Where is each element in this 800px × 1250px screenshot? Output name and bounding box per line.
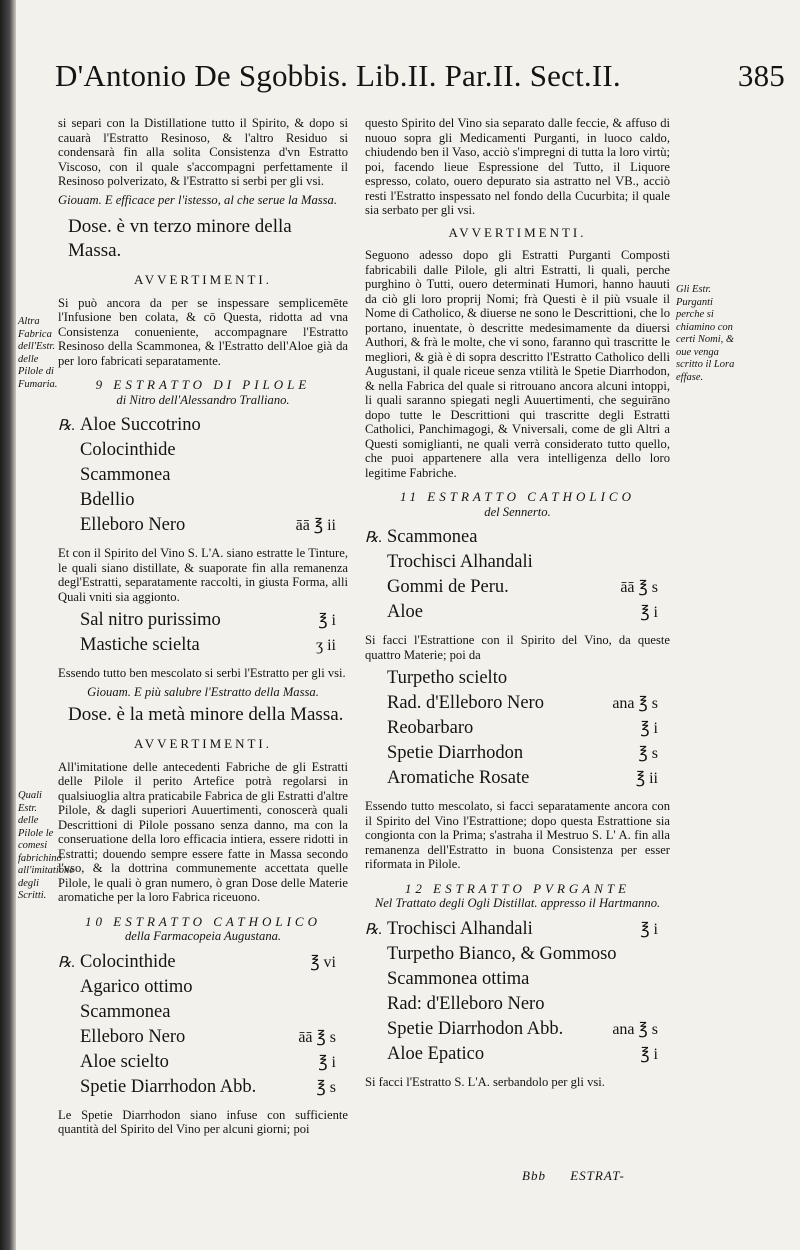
- ingredient-name: Elleboro Nero: [80, 1026, 186, 1047]
- ingredient-list: [58, 413, 348, 538]
- ingredient-item: [365, 992, 670, 1017]
- ingredient-name: Scammonea: [80, 1001, 171, 1022]
- ingredient-name: Spetie Diarrhodon Abb.: [80, 1076, 257, 1097]
- page-number: 385: [737, 58, 785, 93]
- paragraph: Giouam. E più salubre l'Estratto della Massa.: [87, 684, 319, 699]
- ingredient-list: [58, 608, 348, 658]
- right-column: [365, 116, 670, 1093]
- section-heading: AVVERTIMENTI.: [134, 736, 272, 751]
- catchword: ESTRAT-: [570, 1168, 625, 1183]
- ingredient-name: Elleboro Nero: [80, 515, 186, 535]
- ingredient-list: [58, 950, 348, 1100]
- left-column: [58, 116, 348, 1141]
- ingredient-item: [365, 741, 670, 766]
- ingredient-item: [365, 575, 670, 600]
- ingredient-quantity: āā ℥ s: [298, 1028, 336, 1046]
- ingredient-item: [58, 1025, 348, 1050]
- ingredient-item: [58, 438, 348, 463]
- ingredient-item: [365, 917, 670, 942]
- ingredient-item: [58, 1050, 348, 1075]
- ingredient-name: Agarico ottimo: [80, 976, 193, 997]
- ingredient-quantity: ℥ s: [638, 745, 658, 762]
- ingredient-item: [58, 608, 348, 633]
- ingredient-item: [58, 488, 348, 513]
- ingredient-item: [58, 975, 348, 1000]
- ingredient-item: [365, 691, 670, 716]
- ingredient-quantity: ℥ s: [316, 1078, 336, 1096]
- ingredient-name: Colocinthide: [80, 951, 176, 972]
- ingredient-name: Sal nitro purissimo: [80, 610, 221, 630]
- recipe-subheading: di Nitro dell'Alessandro Tralliano.: [116, 392, 290, 407]
- recipe-subheading: della Farmacopeia Augustana.: [124, 929, 282, 943]
- ingredient-name: Bdellio: [80, 490, 135, 510]
- ingredient-quantity: ℥ i: [640, 920, 658, 938]
- ingredient-name: Rad: d'Elleboro Nero: [387, 993, 545, 1014]
- ingredient-item: [365, 1017, 670, 1042]
- paragraph: Si può ancora da per se inspessare semplicemēte l'Infusione ben colata, & cō Questa, ridotta ad vna Consistenza conueniente, accompagnare l'Estratto Resinoso della Scammonea, & l'Estratto dell'Aloe già da per loro fabricati separatamente.: [58, 295, 348, 368]
- ingredient-name: Reobarbaro: [387, 718, 474, 738]
- ingredient-item: [58, 1000, 348, 1025]
- ingredient-name: Scammonea: [387, 527, 478, 547]
- ingredient-name: Scammonea: [80, 465, 171, 485]
- recipe-heading: 10 ESTRATTO CATHOLICO: [85, 913, 321, 929]
- ingredient-name: Aromatiche Rosate: [387, 768, 530, 788]
- ingredient-quantity: ℥ i: [318, 612, 336, 629]
- ingredient-name: Turpetho Bianco, & Gommoso: [387, 943, 617, 964]
- ingredient-name: Gommi de Peru.: [387, 577, 509, 597]
- ingredient-item: [58, 633, 348, 658]
- running-header: [55, 58, 785, 106]
- recipe-heading: 11 ESTRATTO CATHOLICO: [400, 489, 635, 504]
- ingredient-item: [365, 550, 670, 575]
- ingredient-name: Colocinthide: [80, 440, 176, 460]
- ingredient-name: Spetie Diarrhodon Abb.: [387, 1018, 564, 1039]
- paragraph: Essendo tutto ben mescolato si serbi l'Estratto per gli vsi.: [58, 666, 346, 680]
- ingredient-item: [58, 1075, 348, 1100]
- ingredient-name: Aloe scielto: [80, 1051, 169, 1072]
- recipe-symbol: ℞.: [58, 418, 76, 434]
- ingredient-item: [58, 413, 348, 438]
- ingredient-quantity: ℥ i: [640, 720, 658, 737]
- recipe-subheading: Nel Trattato degli Ogli Distillat. appresso il Hartmanno.: [374, 896, 661, 910]
- paragraph: Essendo tutto mescolato, si facci separatamente ancora con il Spirito del Vino l'Estrattione; dopo questa Estrattione sia congionta con la Prima; s'astraha il Mestruo S. L' A. fin alla remanenza dell'Estratto in buona Consistenza per esser riformata in Pilole.: [365, 799, 670, 871]
- ingredient-quantity: ℥ i: [640, 604, 658, 621]
- recipe-heading: 12 ESTRATTO PVRGANTE: [404, 880, 631, 896]
- paragraph: Et con il Spirito del Vino S. L'A. siano estratte le Tinture, le quali siano distillate, & suaporate fin alla remanenza degl'Estratti, separatamente raccolti, in giusta Forma, alli Quali vniti sia aggionto.: [58, 546, 348, 604]
- paragraph: Giouam. E efficace per l'istesso, al che serue la Massa.: [58, 192, 338, 207]
- paragraph: si separi con la Distillatione tutto il Spirito, & dopo si cauarà l'Estratto Resinoso, & l'altro Residuo si condensarà fin alla solita Consistenza d'vn Estratto Viscoso, con il quale s'accompagni perfettamente il Resinoso polverizato, & l'Estratto si serbi per gli vsi.: [58, 116, 348, 188]
- book-binding-shadow: [0, 0, 16, 1250]
- ingredient-item: [365, 942, 670, 967]
- ingredient-name: Aloe Succotrino: [80, 415, 201, 435]
- ingredient-quantity: ana ℥ s: [612, 1020, 658, 1038]
- ingredient-quantity: āā ℥ ii: [295, 517, 336, 534]
- paragraph: All'imitatione delle antecedenti Fabriche de gli Estratti delle Pilole il perito Artefice potrà regolarsi in qualsiuoglia altra praticabile Fabrica de gli Estratti d'altre Pilole, & dagli superiori Auuertimenti, conoscerà quali Descrittioni di Pilole possano senza danno, ma con la conseruatione della loro efficacia intiera, essere ridotti in Estratti; douendo sempre essere fatte in Massa secondo l'vso, & la dottrina communemente accettata quelle Pilole, le quali ò gran numero, ò gran Dose delle Materie aromatiche per la loro Fabrica riceuono.: [58, 759, 348, 904]
- ingredient-item: [365, 525, 670, 550]
- ingredient-name: Trochisci Alhandali: [387, 918, 533, 939]
- ingredient-list: [365, 666, 670, 791]
- paragraph: Seguono adesso dopo gli Estratti Purganti Composti fabricabili dalle Pilole, gli altri Estratti, li quali, perche purghino ò Tutti, ouero determinati Humori, hanno hauuti da ciò gli loro proprij Nomi; frà Questi è il più vsuale il Nome di Catholico, & diuerse ne sono le Descrittioni, che lo portano, inuentate, ò descritte medesimamente da diuersi Authori, & frà le molte, che vi sono, faranno quì trascritte le megliori, & già è di sopra descritto l'Estratto Catholico delli Augustani, il quale riceue senza vtilità le Spetie Diarrhodon, & nella Fabrica del quale si ritrouano ancora alcuni intoppi, li quali saranno spiegati negli Auuertimenti, che seguirāno dopo tutte le Descrittioni qui trascritte degli Estratti Catholici, Panchimagogi, & Vniversali, come de gli Altri a Questi somiglianti, ne quali verrà considerato tutto quello, che puoi appartenere alla vera intelligenza dello loro legitime Fabriche.: [365, 248, 670, 480]
- dose-line: Dose. è la metà minore della Massa.: [68, 704, 344, 725]
- paragraph: questo Spirito del Vino sia separato dalle feccie, & affuso di nuouo sopra gli Medicamenti Purganti, in luoco caldo, chiudendo ben il Vaso, acciò s'impregni di tutta la loro virtù; poi, facendo lieue Espressione del Tutto, il Liquore espresso, colato, ouero depurato sia astratto nel VB., acciò resti l'Estratto inspessato nel fondo della Cucurbita; il quale sia serbato per gli vsi.: [365, 116, 670, 217]
- ingredient-name: Aloe: [387, 602, 423, 622]
- ingredient-quantity: ana ℥ s: [612, 695, 658, 712]
- recipe-subheading: del Sennerto.: [484, 504, 551, 519]
- ingredient-name: Spetie Diarrhodon: [387, 743, 524, 763]
- margin-note: Gli Estr. Purganti perche si chiamino con certi Nomi, & oue venga scritto il Lora effase.: [676, 284, 735, 383]
- paragraph: Le Spetie Diarrhodon siano infuse con sufficiente quantità del Spirito del Vino per alcuni giorni; poi: [58, 1107, 348, 1136]
- ingredient-quantity: ℥ i: [640, 1045, 658, 1063]
- recipe-symbol: ℞.: [365, 921, 383, 938]
- ingredient-name: Turpetho scielto: [387, 668, 508, 688]
- margin-note: Quali Estr. delle Pilole le comesi fabrichino all'imitatione degli Scritti.: [18, 790, 74, 901]
- section-heading: AVVERTIMENTI.: [134, 272, 272, 287]
- ingredient-quantity: ℥ vi: [310, 953, 336, 971]
- page-footer: [522, 1168, 645, 1184]
- section-heading: AVVERTIMENTI.: [448, 224, 587, 240]
- ingredient-name: Scammonea ottima: [387, 968, 530, 989]
- ingredient-name: Trochisci Alhandali: [387, 552, 533, 572]
- ingredient-quantity: ℥ i: [318, 1053, 336, 1071]
- running-head-title: D'Antonio De Sgobbis. Lib.II. Par.II. Sect.II.: [55, 58, 621, 93]
- recipe-symbol: ℞.: [58, 954, 76, 971]
- recipe-symbol: ℞.: [365, 530, 383, 546]
- ingredient-quantity: ℥ ii: [635, 770, 658, 787]
- ingredient-name: Rad. d'Elleboro Nero: [387, 693, 544, 713]
- ingredient-item: [365, 766, 670, 791]
- ingredient-list: [365, 917, 670, 1067]
- ingredient-item: [365, 716, 670, 741]
- ingredient-item: [365, 967, 670, 992]
- ingredient-quantity: āā ℥ s: [620, 579, 658, 596]
- ingredient-item: [365, 1042, 670, 1067]
- ingredient-quantity: ʒ ii: [316, 637, 336, 654]
- ingredient-item: [365, 666, 670, 691]
- ingredient-name: Aloe Epatico: [387, 1043, 485, 1064]
- paragraph: Si facci l'Estratto S. L'A. serbandolo per gli vsi.: [365, 1074, 605, 1089]
- ingredient-item: [365, 600, 670, 625]
- signature-mark: Bbb: [522, 1168, 546, 1183]
- margin-note: Altra Fabrica dell'Estr. delle Pilole di Fumaria.: [18, 316, 58, 390]
- recipe-heading: 9 ESTRATTO DI PILOLE: [95, 377, 311, 392]
- paragraph: Si facci l'Estrattione con il Spirito del Vino, da queste quattro Materie; poi da: [365, 633, 670, 662]
- ingredient-item: [58, 513, 348, 538]
- ingredient-list: [365, 525, 670, 625]
- ingredient-item: [58, 463, 348, 488]
- ingredient-name: Mastiche scielta: [80, 635, 200, 655]
- dose-line: Dose. è vn terzo minore della Massa.: [68, 216, 292, 261]
- ingredient-item: [58, 950, 348, 975]
